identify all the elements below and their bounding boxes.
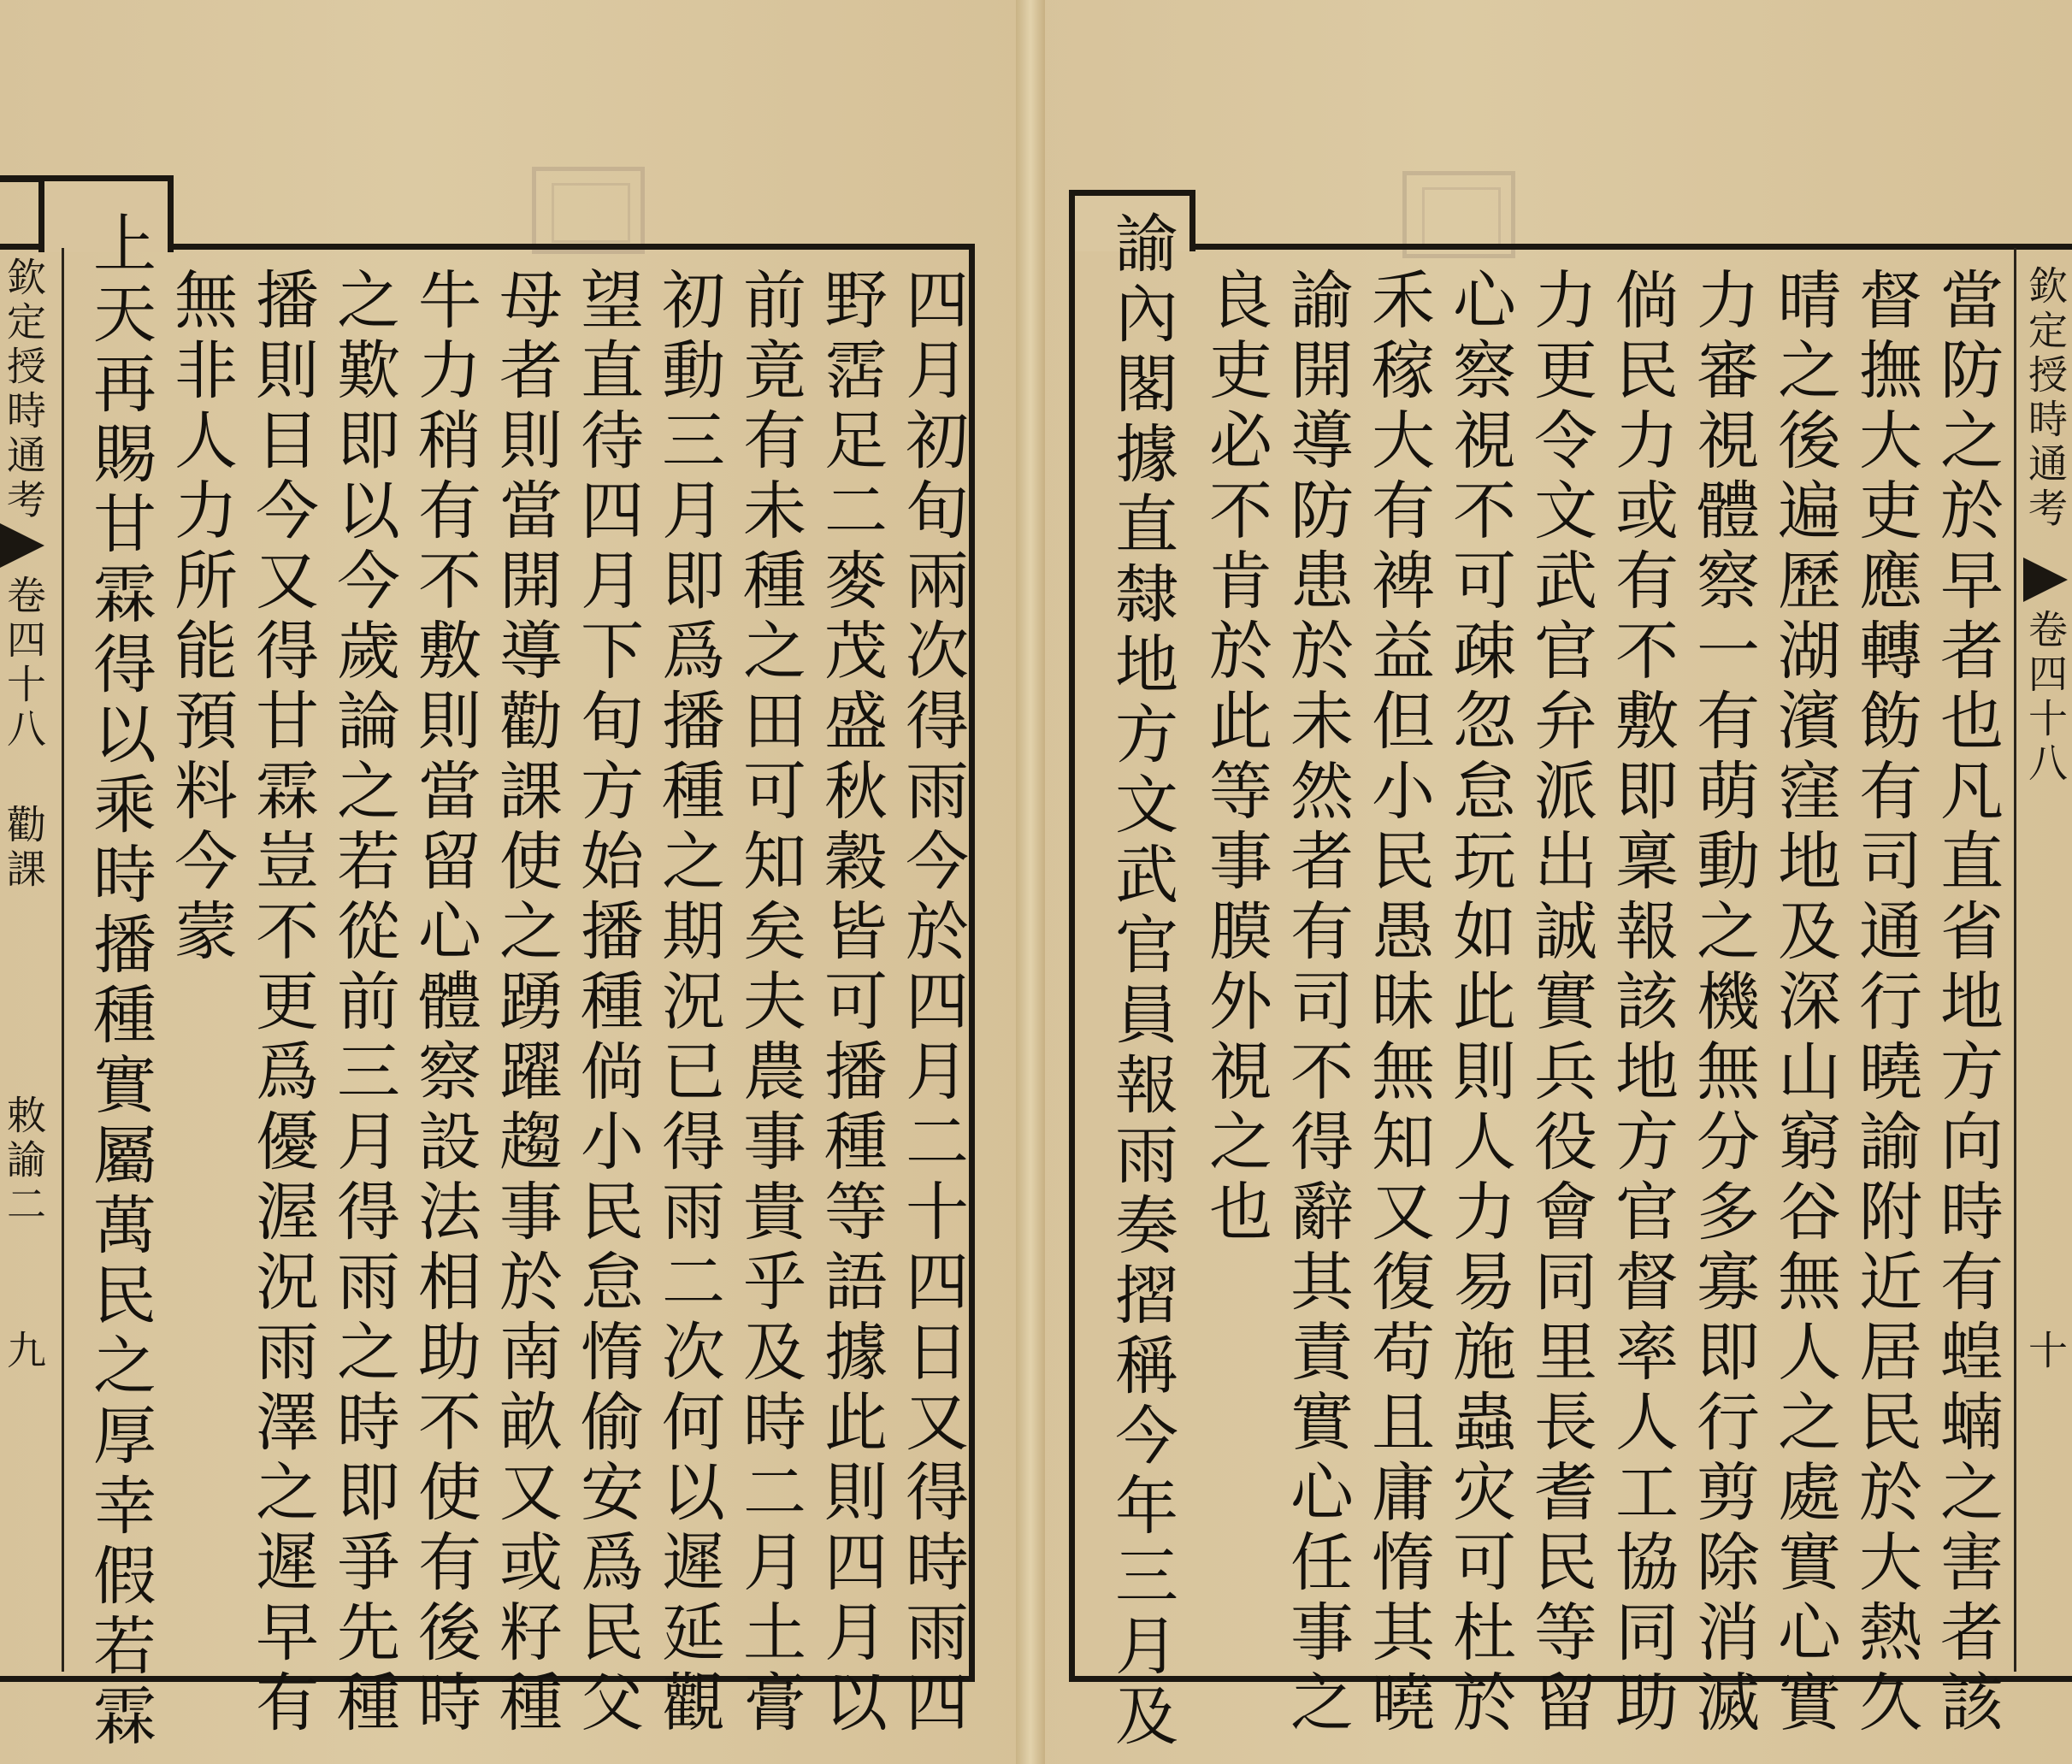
book-gutter bbox=[1016, 0, 1045, 1764]
text-column: 播則目今又得甘霖豈不更爲優渥況雨澤之遲早有 bbox=[245, 267, 319, 1739]
left-margin-section: 卷四十八 勸課 bbox=[1, 575, 47, 893]
text-column: 當防之於早者也凡直省地方向時有蝗蝻之害者該 bbox=[1930, 267, 2004, 1739]
text-column: 晴之後遍歷湖濱窪地及深山窮谷無人之處實心實 bbox=[1768, 267, 1841, 1739]
text-column: 諭開導防患於未然者有司不得辭其責實心任事之 bbox=[1280, 267, 1354, 1739]
text-column-elevated: 諭內閣據直隸地方文武官員報雨奏摺稱今年三月及 bbox=[1105, 210, 1178, 1753]
text-column: 野霑足二麥茂盛秋穀皆可播種等語據此則四月以 bbox=[814, 267, 888, 1739]
text-column: 初動三月即爲播種之期況已得雨二次何以遲延觀 bbox=[652, 267, 725, 1739]
left-header-tab-outer bbox=[0, 175, 44, 182]
left-fishtail-mark bbox=[0, 523, 44, 568]
faint-seal-left bbox=[532, 167, 645, 254]
text-column: 禾稼大有裨益但小民愚昧無知又復苟且庸惰其曉 bbox=[1361, 267, 1435, 1739]
right-margin-page-number: 十 bbox=[2022, 1330, 2069, 1374]
left-margin-title: 欽定授時通考 bbox=[1, 257, 47, 523]
text-column: 無非人力所能預料今蒙 bbox=[164, 267, 238, 968]
text-column: 之歎即以今歲論之若從前三月得雨之時即爭先種 bbox=[327, 267, 400, 1739]
right-margin-title: 欽定授時通考 bbox=[2022, 265, 2069, 532]
text-column: 望直待四月下旬方始播種倘小民怠惰偷安爲民父 bbox=[570, 267, 644, 1739]
text-column: 牛力稍有不敷則當留心體察設法相助不使有後時 bbox=[408, 267, 481, 1739]
text-column: 母者則當開導勸課使之踴躍趨事於南畝又或籽種 bbox=[489, 267, 563, 1739]
text-column: 四月初旬兩次得雨今於四月二十四日又得時雨四 bbox=[895, 267, 969, 1739]
text-column: 督撫大吏應轉飭有司通行曉諭附近居民於大熱久 bbox=[1849, 267, 1922, 1739]
left-margin-page-number: 九 bbox=[1, 1330, 47, 1374]
right-margin-section: 卷四十八 bbox=[2022, 609, 2069, 787]
text-column-elevated: 上天再賜甘霖得以乘時播種實屬萬民之厚幸假若霖 bbox=[83, 210, 156, 1753]
text-column: 心察視不可疎忽怠玩如此則人力易施蟲灾可杜於 bbox=[1443, 267, 1516, 1739]
column-rule bbox=[62, 248, 64, 1672]
left-margin-subsection: 敕諭二 bbox=[1, 1094, 47, 1228]
right-fishtail-mark bbox=[2023, 558, 2068, 602]
column-rule bbox=[2014, 248, 2016, 1672]
text-column: 良吏必不肯於此等事膜外視之也 bbox=[1199, 267, 1272, 1248]
text-column: 力審視體察一有萌動之機無分多寡即行剪除消滅 bbox=[1686, 267, 1760, 1739]
text-column: 力更令文武官弁派出誠實兵役會同里長耆民等留 bbox=[1524, 267, 1597, 1739]
text-column: 倘民力或有不敷即稟報該地方官督率人工協同助 bbox=[1605, 267, 1679, 1739]
text-column: 前竟有未種之田可知矣夫農事貴乎及時二月土膏 bbox=[733, 267, 806, 1739]
